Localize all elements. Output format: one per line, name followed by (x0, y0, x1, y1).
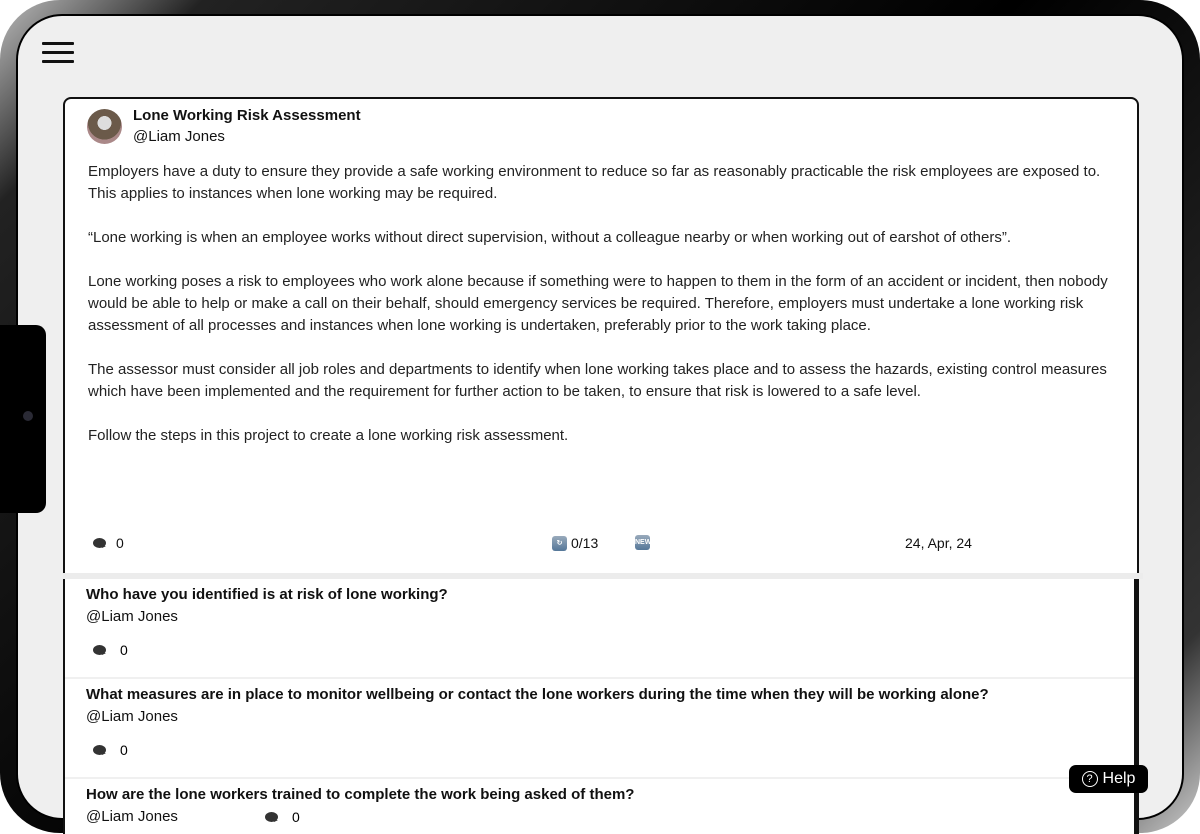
help-icon: ? (1082, 771, 1098, 787)
new-badge (635, 535, 650, 550)
list-item[interactable] (65, 779, 1134, 834)
question-title[interactable]: How are the lone workers trained to complete the work being asked of them? (86, 786, 635, 803)
post-title[interactable]: Lone Working Risk Assessment (133, 107, 361, 124)
list-item[interactable] (65, 579, 1134, 679)
comment-icon (93, 645, 106, 655)
progress (552, 535, 598, 551)
comment-count-value: 0 (120, 742, 128, 758)
comment-count[interactable] (93, 535, 124, 551)
comment-icon (265, 812, 278, 822)
comment-icon (93, 745, 106, 755)
comment-icon (93, 538, 106, 548)
paragraph: Follow the steps in this project to create a lone working risk assessment. (88, 427, 569, 444)
paragraph: Employers have a duty to ensure they provide a safe working environment to reduce so far as reasonably practicable the risk employees are exposed to. This applies to instances when lone working may be required. (88, 163, 1101, 202)
comment-count[interactable] (93, 742, 128, 758)
question-title[interactable]: What measures are in place to monitor wellbeing or contact the lone workers during the time when they will be working alone? (86, 686, 989, 703)
screen (16, 14, 1184, 825)
comment-count[interactable] (93, 642, 128, 658)
paragraph: “Lone working is when an employee works without direct supervision, without a colleague nearby or when working out of earshot of others”. (88, 229, 1011, 246)
paragraph: Lone working poses a risk to employees who work alone because if something were to happen to them in the form of an accident or incident, then nobody would be able to help or make a call on their behalf, should emergency services be required. Therefore, employers must undertake a lone working risk assessment of all processes and instances when lone working is undertaken, preferably prior to the work taking place. (88, 273, 1108, 334)
post-body (88, 161, 1118, 469)
question-title[interactable]: Who have you identified is at risk of lone working? (86, 586, 448, 603)
question-author[interactable]: @Liam Jones (86, 608, 178, 625)
help-label: Help (1102, 770, 1136, 787)
hamburger-menu-icon[interactable] (42, 42, 74, 66)
paragraph: The assessor must consider all job roles and departments to identify when lone working takes place and to assess the hazards, existing control measures which have been implemented and the requirement for further action to be taken, to ensure that risk is lowered to a safe level. (88, 361, 1107, 400)
post-date: 24, Apr, 24 (905, 535, 972, 551)
comment-count-value: 0 (120, 642, 128, 658)
progress-icon: ↻ (552, 536, 567, 551)
new-icon: NEW (635, 535, 650, 550)
question-author[interactable]: @Liam Jones (86, 808, 178, 825)
camera (23, 411, 33, 421)
question-list (63, 579, 1139, 834)
post-card (63, 97, 1139, 577)
post-author[interactable]: @Liam Jones (133, 128, 225, 145)
comment-count-value: 0 (116, 535, 124, 551)
comment-count-value: 0 (292, 809, 300, 825)
comment-count[interactable] (265, 809, 300, 825)
list-item[interactable] (65, 679, 1134, 779)
progress-value: 0/13 (571, 535, 599, 551)
question-author[interactable]: @Liam Jones (86, 708, 178, 725)
help-button[interactable] (1069, 765, 1148, 793)
avatar[interactable] (87, 109, 122, 144)
